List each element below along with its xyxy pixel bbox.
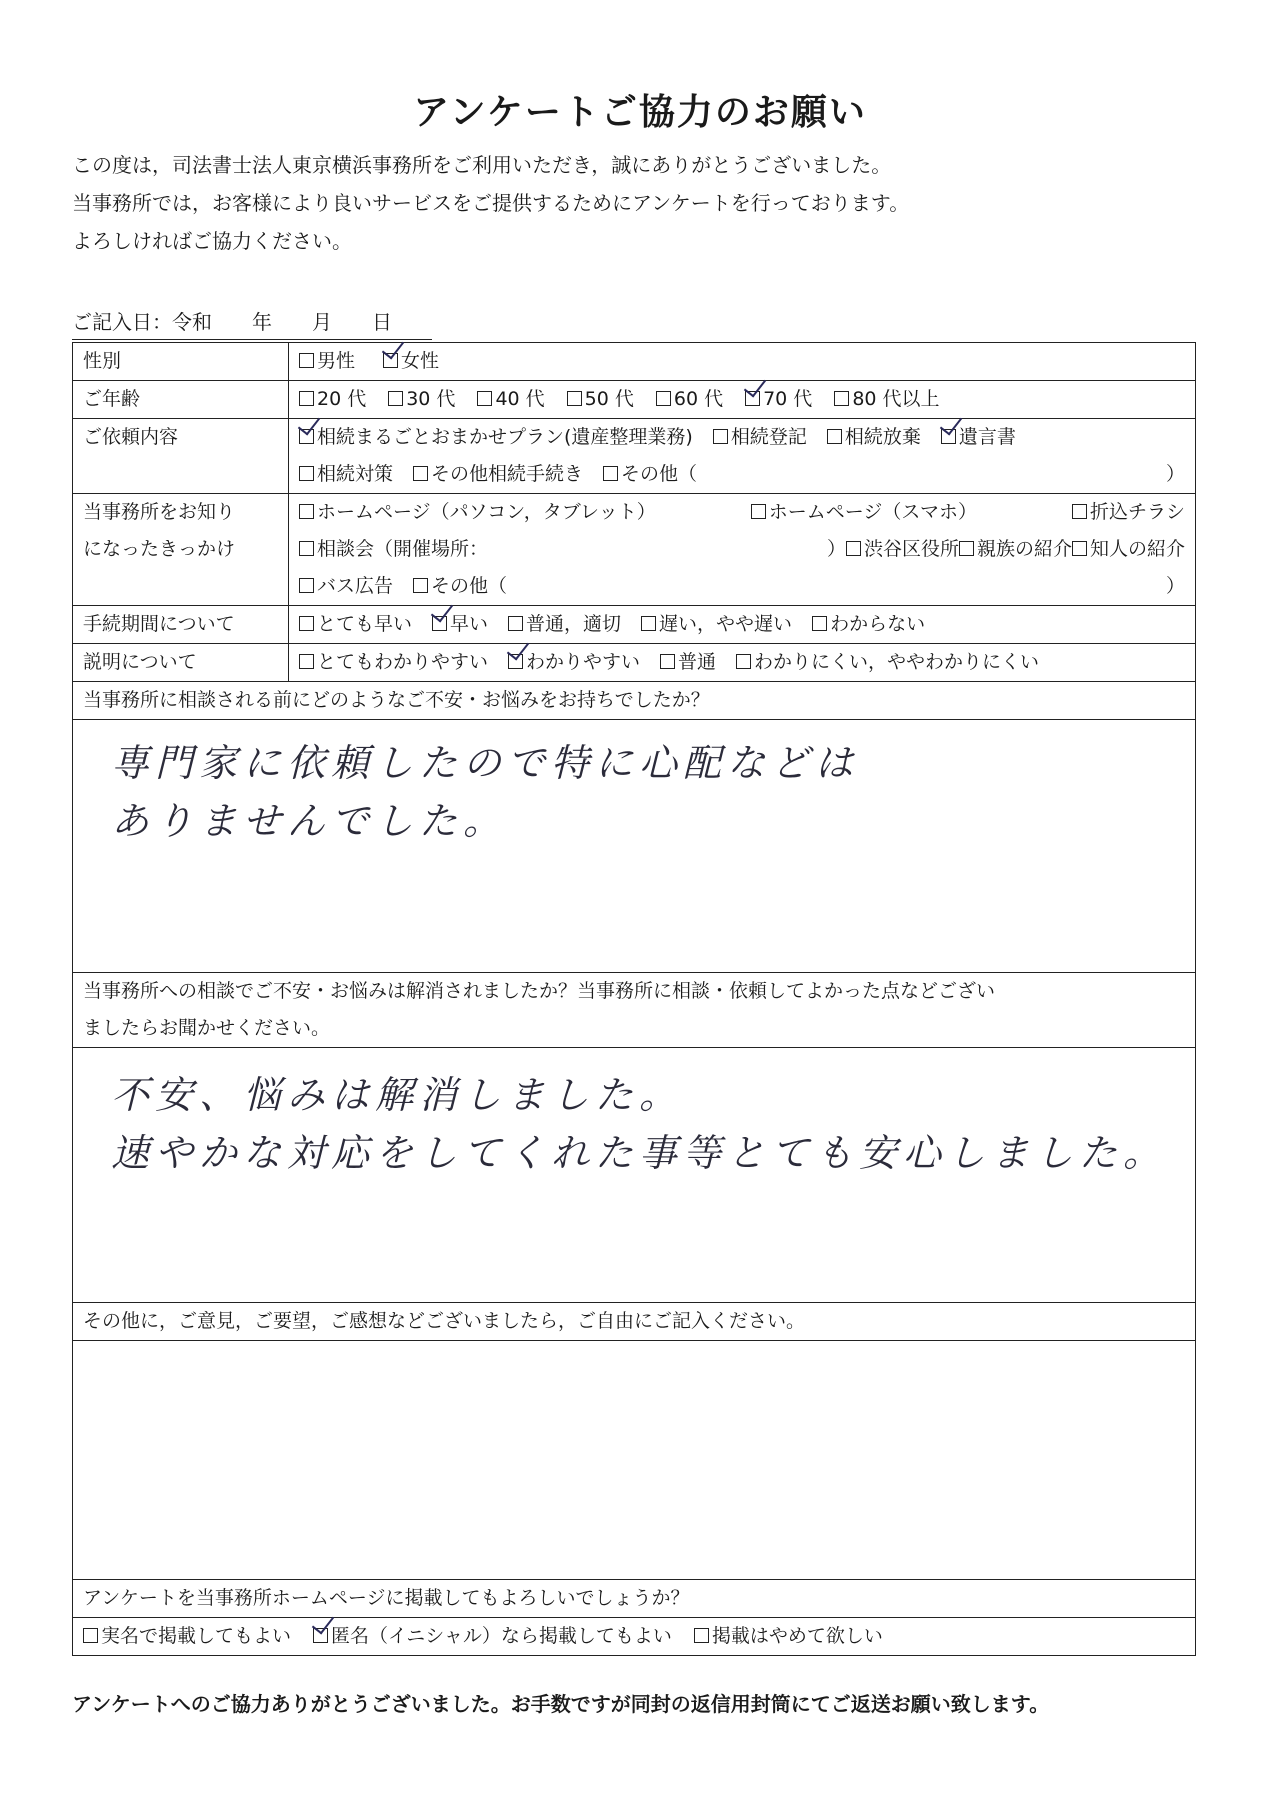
checkbox-icon xyxy=(299,391,314,406)
explain-label: 説明について xyxy=(73,644,289,682)
intro-line-2: 当事務所では，お客様により良いサービスをご提供するためにアンケートを行っております。 xyxy=(72,191,910,215)
checkbox-icon xyxy=(299,616,314,631)
source-row xyxy=(73,494,1196,606)
checkbox-icon xyxy=(660,654,675,669)
checkbox-icon xyxy=(713,429,728,444)
checkbox-icon xyxy=(751,504,766,519)
period-option-fast[interactable]: 早い xyxy=(432,606,488,643)
q2-header-row xyxy=(73,973,1196,1048)
checkbox-checked-icon xyxy=(383,353,398,368)
gender-label: 性別 xyxy=(73,343,289,381)
checkbox-icon xyxy=(656,391,671,406)
q2-answer-area[interactable] xyxy=(73,1048,1196,1303)
publish-question: アンケートを当事務所ホームページに掲載してもよろしいでしょうか？ xyxy=(73,1580,1196,1618)
source-option-acquaintance[interactable]: 知人の紹介 xyxy=(1072,531,1185,568)
checkbox-icon xyxy=(827,429,842,444)
request-label: ご依頼内容 xyxy=(73,419,289,494)
request-option-planning[interactable]: 相続対策 xyxy=(299,456,393,493)
age-option-30s[interactable]: 30 代 xyxy=(388,381,455,418)
q3-answer-row xyxy=(73,1341,1196,1580)
q1-answer-line-2: ありませんでした。 xyxy=(111,799,508,843)
source-option-bus-ad[interactable]: バス広告 xyxy=(299,568,393,605)
publish-options-row xyxy=(73,1618,1196,1656)
q2-answer-row xyxy=(73,1048,1196,1303)
q2-answer-line-1: 不安、悩みは解消しました。 xyxy=(111,1073,684,1117)
explain-option-unclear[interactable]: わかりにくい，ややわかりにくい xyxy=(736,644,1039,681)
period-row xyxy=(73,606,1196,644)
checkbox-icon xyxy=(413,578,428,593)
checkbox-icon xyxy=(694,1628,709,1643)
date-field[interactable]: ご記入日：令和 年 月 日 xyxy=(72,306,432,340)
source-option-shibuya-office[interactable]: 渋谷区役所 xyxy=(846,531,959,568)
period-label: 手続期間について xyxy=(73,606,289,644)
checkbox-checked-icon xyxy=(745,391,760,406)
q1-answer-row xyxy=(73,720,1196,973)
intro-line-3: よろしければご協力ください。 xyxy=(72,229,352,253)
publish-option-initials[interactable]: 匿名（イニシャル）なら掲載してもよい xyxy=(313,1618,672,1655)
publish-option-real-name[interactable]: 実名で掲載してもよい xyxy=(83,1618,291,1655)
age-option-20s[interactable]: 20 代 xyxy=(299,381,366,418)
checkbox-icon xyxy=(846,541,861,556)
q1-question: 当事務所に相談される前にどのようなご不安・お悩みをお持ちでしたか？ xyxy=(73,682,1196,720)
q3-question: その他に，ご意見，ご要望，ご感想などございましたら，ご自由にご記入ください。 xyxy=(73,1303,1196,1341)
source-option-homepage-pc[interactable]: ホームページ（パソコン，タブレット） xyxy=(299,494,656,531)
footer-note: アンケートへのご協力ありがとうございました。お手数ですが同封の返信用封筒にてご返送お願い致します。 xyxy=(72,1692,1050,1716)
explain-option-clear[interactable]: わかりやすい xyxy=(508,644,640,681)
seminar-close-paren: ） xyxy=(826,538,846,560)
explain-option-very-clear[interactable]: とてもわかりやすい xyxy=(299,644,488,681)
gender-row xyxy=(73,343,1196,381)
age-option-40s[interactable]: 40 代 xyxy=(477,381,544,418)
q3-header-row xyxy=(73,1303,1196,1341)
source-option-homepage-mobile[interactable]: ホームページ（スマホ） xyxy=(751,494,977,531)
age-option-80s-plus[interactable]: 80 代以上 xyxy=(834,381,939,418)
checkbox-icon xyxy=(603,466,618,481)
request-option-renunciation[interactable]: 相続放棄 xyxy=(827,419,921,456)
checkbox-icon xyxy=(299,654,314,669)
age-option-50s[interactable]: 50 代 xyxy=(567,381,634,418)
checkbox-icon xyxy=(641,616,656,631)
checkbox-checked-icon xyxy=(941,429,956,444)
explain-option-normal[interactable]: 普通 xyxy=(660,644,716,681)
checkbox-icon xyxy=(1072,541,1087,556)
source-option-flyer[interactable]: 折込チラシ xyxy=(1072,494,1185,531)
q1-answer-area[interactable] xyxy=(73,720,1196,973)
request-option-full-plan[interactable]: 相続まるごとおまかせプラン(遺産整理業務) xyxy=(299,419,693,456)
age-option-60s[interactable]: 60 代 xyxy=(656,381,723,418)
source-option-seminar[interactable]: 相談会（開催場所： xyxy=(299,531,488,568)
q2-question: 当事務所への相談でご不安・お悩みは解消されましたか？当事務所に相談・依頼してよかった点などござい ましたらお聞かせください。 xyxy=(73,973,1196,1048)
period-option-unknown[interactable]: わからない xyxy=(812,606,925,643)
checkbox-icon xyxy=(388,391,403,406)
source-option-relative[interactable]: 親族の紹介 xyxy=(959,531,1072,568)
period-option-very-fast[interactable]: とても早い xyxy=(299,606,412,643)
request-option-other[interactable]: その他（ xyxy=(603,456,697,493)
checkbox-icon xyxy=(1072,504,1087,519)
checkbox-icon xyxy=(299,504,314,519)
checkbox-icon xyxy=(834,391,849,406)
survey-form-table xyxy=(72,342,1196,1656)
checkbox-checked-icon xyxy=(508,654,523,669)
source-option-other[interactable]: その他（ xyxy=(413,568,507,605)
intro-text xyxy=(72,146,909,260)
checkbox-icon xyxy=(477,391,492,406)
request-other-close-paren: ） xyxy=(1165,463,1185,485)
checkbox-checked-icon xyxy=(299,429,314,444)
checkbox-icon xyxy=(299,466,314,481)
request-option-other-procedures[interactable]: その他相続手続き xyxy=(413,456,583,493)
age-row xyxy=(73,381,1196,419)
q2-answer-line-2: 速やかな対応をしてくれた事等とても安心しました。 xyxy=(111,1131,1168,1175)
source-label: 当事務所をお知り になったきっかけ xyxy=(73,494,289,606)
checkbox-icon xyxy=(299,353,314,368)
period-option-slow[interactable]: 遅い，やや遅い xyxy=(641,606,792,643)
publish-option-no[interactable]: 掲載はやめて欲しい xyxy=(694,1618,883,1655)
age-label: ご年齢 xyxy=(73,381,289,419)
period-option-normal[interactable]: 普通，適切 xyxy=(508,606,621,643)
checkbox-icon xyxy=(299,578,314,593)
q1-header-row xyxy=(73,682,1196,720)
source-other-close-paren: ） xyxy=(1165,575,1185,597)
age-option-70s[interactable]: 70 代 xyxy=(745,381,812,418)
checkbox-icon xyxy=(812,616,827,631)
request-option-registration[interactable]: 相続登記 xyxy=(713,419,807,456)
page-title: アンケートご協力のお願い xyxy=(413,92,867,133)
checkbox-checked-icon xyxy=(313,1628,328,1643)
explain-row xyxy=(73,644,1196,682)
q1-answer-line-1: 専門家に依頼したので特に心配などは xyxy=(111,741,860,785)
gender-option-male[interactable]: 男性 xyxy=(299,343,355,380)
checkbox-icon xyxy=(736,654,751,669)
publish-header-row xyxy=(73,1580,1196,1618)
gender-option-female[interactable]: 女性 xyxy=(383,343,439,380)
intro-line-1: この度は，司法書士法人東京横浜事務所をご利用いただき，誠にありがとうございました。 xyxy=(72,153,892,177)
checkbox-icon xyxy=(959,541,974,556)
checkbox-icon xyxy=(299,541,314,556)
checkbox-icon xyxy=(413,466,428,481)
request-option-will[interactable]: 遺言書 xyxy=(941,419,1016,456)
checkbox-icon xyxy=(83,1628,98,1643)
checkbox-icon xyxy=(508,616,523,631)
checkbox-icon xyxy=(567,391,582,406)
checkbox-checked-icon xyxy=(432,616,447,631)
q3-answer-area[interactable] xyxy=(73,1341,1196,1580)
request-row xyxy=(73,419,1196,494)
